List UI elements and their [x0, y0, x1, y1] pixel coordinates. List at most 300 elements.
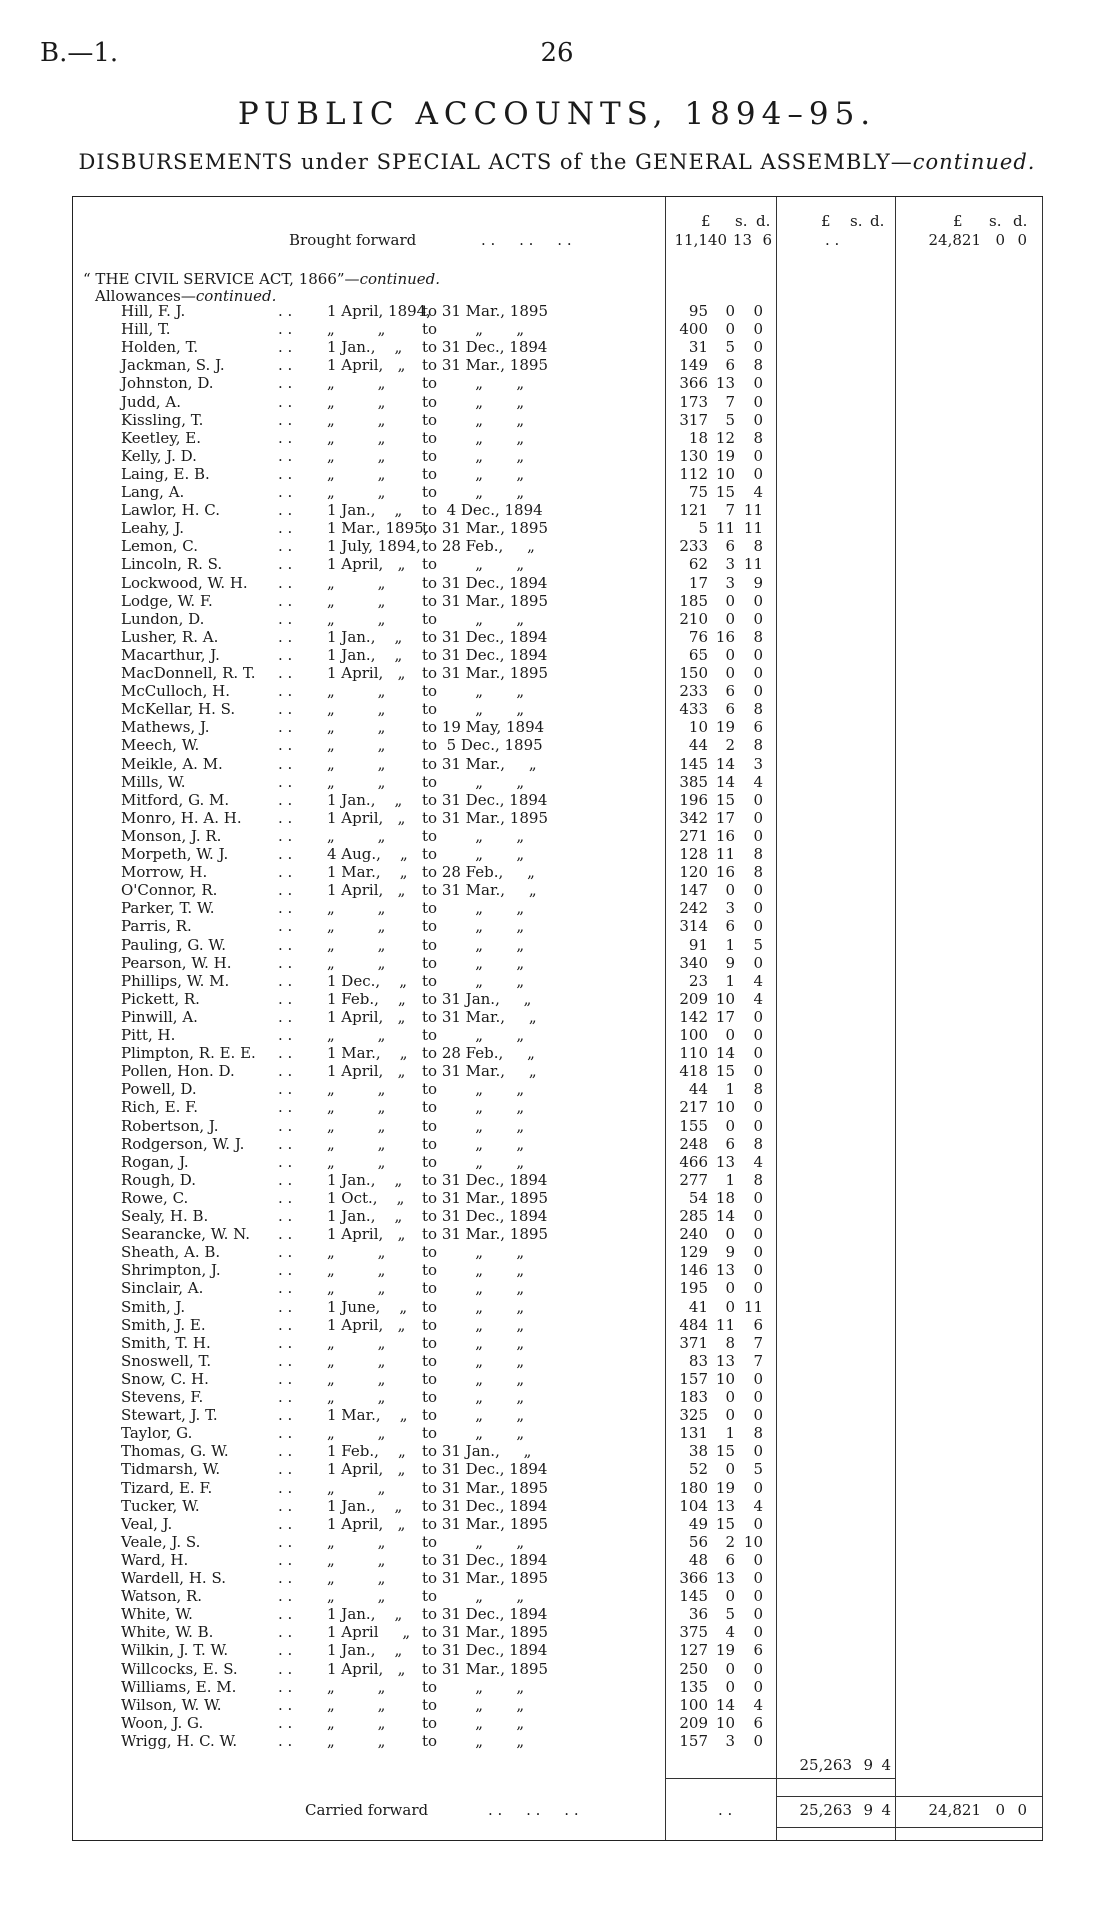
row-leader-dots: . .	[278, 899, 293, 917]
row-name: Morpeth, W. J.	[121, 845, 229, 863]
col3-shillings-header: s.	[989, 212, 1002, 230]
row-leader-dots: . .	[278, 1117, 293, 1135]
carried-forward-col2-pence: 4	[881, 1801, 891, 1819]
row-from-date: „ „	[327, 1026, 386, 1044]
row-pence: 0	[753, 682, 763, 700]
row-name: Williams, E. M.	[121, 1678, 237, 1696]
row-leader-dots: . .	[278, 954, 293, 972]
row-name: Monro, H. A. H.	[121, 809, 242, 827]
row-shillings: 6	[725, 356, 735, 374]
row-to-date: to 31 Mar., 1895	[422, 664, 548, 682]
row-to-date: to 31 Dec., 1894	[422, 1641, 548, 1659]
row-shillings: 0	[725, 881, 735, 899]
carried-forward-col2-shillings: 9	[863, 1801, 873, 1819]
row-to-date: to „ „	[422, 1135, 525, 1153]
row-shillings: 12	[715, 429, 735, 447]
row-shillings: 0	[725, 1406, 735, 1424]
row-name: Pitt, H.	[121, 1026, 176, 1044]
row-pence: 0	[753, 411, 763, 429]
row-shillings: 14	[715, 755, 735, 773]
row-shillings: 0	[725, 302, 735, 320]
col3-pound-header: £	[953, 212, 963, 230]
row-pence: 6	[753, 1316, 763, 1334]
row-shillings: 9	[725, 954, 735, 972]
rule-carried-top	[776, 1796, 1042, 1797]
row-shillings: 4	[725, 1623, 735, 1641]
row-pence: 0	[753, 1406, 763, 1424]
row-name: White, W. B.	[121, 1623, 214, 1641]
row-leader-dots: . .	[278, 1442, 293, 1460]
row-pounds: 65	[688, 646, 708, 664]
row-name: Lemon, C.	[121, 537, 198, 555]
row-name: Thomas, G. W.	[121, 1442, 229, 1460]
row-name: Sheath, A. B.	[121, 1243, 221, 1261]
row-pounds: 17	[688, 574, 708, 592]
row-leader-dots: . .	[278, 555, 293, 573]
row-pounds: 142	[679, 1008, 708, 1026]
row-pounds: 130	[679, 447, 708, 465]
row-pounds: 209	[679, 1714, 708, 1732]
row-pence: 0	[753, 393, 763, 411]
rule-subtotal	[665, 1778, 895, 1779]
row-pence: 0	[753, 954, 763, 972]
row-shillings: 19	[715, 447, 735, 465]
row-pounds: 209	[679, 990, 708, 1008]
section-subtitle-continued: continued.	[195, 287, 277, 305]
row-pence: 6	[753, 1714, 763, 1732]
row-leader-dots: . .	[278, 1479, 293, 1497]
row-shillings: 18	[715, 1189, 735, 1207]
row-pence: 0	[753, 1098, 763, 1116]
row-pounds: 155	[679, 1117, 708, 1135]
row-pence: 8	[753, 700, 763, 718]
row-name: Laing, E. B.	[121, 465, 210, 483]
row-to-date: to 31 Dec., 1894	[422, 1551, 548, 1569]
row-name: Keetley, E.	[121, 429, 201, 447]
row-pence: 0	[753, 1551, 763, 1569]
row-from-date: „ „	[327, 1714, 386, 1732]
subtitle-continued: continued.	[912, 150, 1036, 174]
row-to-date: to 5 Dec., 1895	[422, 736, 543, 754]
row-to-date: to 31 Dec., 1894	[422, 1171, 548, 1189]
row-name: Taylor, G.	[121, 1424, 193, 1442]
row-name: Stevens, F.	[121, 1388, 204, 1406]
row-to-date: to „ „	[422, 827, 525, 845]
row-leader-dots: . .	[278, 1334, 293, 1352]
row-from-date: 1 April, „	[327, 1660, 406, 1678]
row-pence: 0	[753, 1678, 763, 1696]
row-pounds: 129	[679, 1243, 708, 1261]
row-name: Veal, J.	[121, 1515, 173, 1533]
row-name: Robertson, J.	[121, 1117, 219, 1135]
row-pounds: 271	[679, 827, 708, 845]
row-to-date: to „ „	[422, 1026, 525, 1044]
row-shillings: 14	[715, 773, 735, 791]
row-from-date: „ „	[327, 917, 386, 935]
row-from-date: 1 April, „	[327, 1062, 406, 1080]
row-pounds: 121	[679, 501, 708, 519]
row-shillings: 7	[725, 501, 735, 519]
row-leader-dots: . .	[278, 501, 293, 519]
row-name: Wilson, W. W.	[121, 1696, 222, 1714]
row-leader-dots: . .	[278, 936, 293, 954]
row-pounds: 277	[679, 1171, 708, 1189]
row-to-date: to „ „	[422, 1261, 525, 1279]
row-leader-dots: . .	[278, 1424, 293, 1442]
section-title	[83, 271, 440, 288]
row-to-date: to „ „	[422, 954, 525, 972]
row-pence: 0	[753, 1442, 763, 1460]
row-leader-dots: . .	[278, 1623, 293, 1641]
row-name: Rogan, J.	[121, 1153, 189, 1171]
row-pounds: 217	[679, 1098, 708, 1116]
row-name: Parris, R.	[121, 917, 192, 935]
row-pence: 8	[753, 1135, 763, 1153]
section-subtitle-text: Allowances—	[95, 287, 196, 305]
row-from-date: „ „	[327, 1153, 386, 1171]
row-pounds: 317	[679, 411, 708, 429]
row-shillings: 0	[725, 664, 735, 682]
row-name: Tidmarsh, W.	[121, 1460, 221, 1478]
row-pence: 0	[753, 302, 763, 320]
row-leader-dots: . .	[278, 1714, 293, 1732]
row-pence: 0	[753, 1261, 763, 1279]
row-shillings: 0	[725, 1117, 735, 1135]
row-leader-dots: . .	[278, 302, 293, 320]
row-leader-dots: . .	[278, 1551, 293, 1569]
row-pounds: 418	[679, 1062, 708, 1080]
row-from-date: 1 Jan., „	[327, 646, 403, 664]
row-name: McCulloch, H.	[121, 682, 230, 700]
row-from-date: „ „	[327, 574, 386, 592]
row-leader-dots: . .	[278, 917, 293, 935]
row-name: Wrigg, H. C. W.	[121, 1732, 238, 1750]
col3-pence-header: d.	[1013, 212, 1028, 230]
page-number: 26	[540, 38, 574, 68]
row-to-date: to 28 Feb., „	[422, 537, 535, 555]
brought-forward-col2-dots: . .	[825, 231, 840, 249]
row-name: Meikle, A. M.	[121, 755, 223, 773]
row-pounds: 240	[679, 1225, 708, 1243]
row-to-date: to 31 Dec., 1894	[422, 1605, 548, 1623]
row-to-date: to 31 Mar., 1895	[422, 1479, 548, 1497]
row-to-date: to 31 Dec., 1894	[422, 791, 548, 809]
row-shillings: 13	[715, 1497, 735, 1515]
row-leader-dots: . .	[278, 1098, 293, 1116]
row-from-date: „ „	[327, 899, 386, 917]
row-leader-dots: . .	[278, 1225, 293, 1243]
row-shillings: 15	[715, 791, 735, 809]
row-shillings: 2	[725, 1533, 735, 1551]
row-from-date: „ „	[327, 592, 386, 610]
row-shillings: 15	[715, 1442, 735, 1460]
row-leader-dots: . .	[278, 1388, 293, 1406]
row-to-date: to „ „	[422, 1334, 525, 1352]
row-name: Lusher, R. A.	[121, 628, 219, 646]
row-from-date: 1 Jan., „	[327, 1171, 403, 1189]
row-shillings: 1	[725, 1171, 735, 1189]
row-from-date: „ „	[327, 1569, 386, 1587]
row-shillings: 13	[715, 1261, 735, 1279]
row-pounds: 484	[679, 1316, 708, 1334]
page-subtitle	[0, 150, 1114, 174]
row-pence: 0	[753, 1587, 763, 1605]
row-pence: 0	[753, 917, 763, 935]
row-to-date: to 31 Dec., 1894	[422, 1207, 548, 1225]
row-from-date: 1 Feb., „	[327, 990, 406, 1008]
row-to-date: to „ „	[422, 411, 525, 429]
row-shillings: 11	[715, 845, 735, 863]
row-leader-dots: . .	[278, 664, 293, 682]
row-from-date: 1 Jan., „	[327, 1605, 403, 1623]
col2-pence-header: d.	[870, 212, 885, 230]
row-pence: 0	[753, 881, 763, 899]
row-leader-dots: . .	[278, 483, 293, 501]
row-from-date: 1 Jan., „	[327, 338, 403, 356]
row-pence: 0	[753, 809, 763, 827]
row-shillings: 6	[725, 537, 735, 555]
row-pounds: 110	[679, 1044, 708, 1062]
row-to-date: to 31 Mar., 1895	[422, 519, 548, 537]
row-leader-dots: . .	[278, 1243, 293, 1261]
row-name: Mills, W.	[121, 773, 186, 791]
row-pounds: 149	[679, 356, 708, 374]
row-pounds: 49	[688, 1515, 708, 1533]
row-to-date: to „ „	[422, 1352, 525, 1370]
row-shillings: 14	[715, 1207, 735, 1225]
brought-forward-col1-pence: 6	[762, 231, 772, 249]
row-pounds: 146	[679, 1261, 708, 1279]
row-leader-dots: . .	[278, 755, 293, 773]
row-to-date: to „ „	[422, 1153, 525, 1171]
row-pounds: 48	[688, 1551, 708, 1569]
row-to-date: to 31 Mar., 1895	[422, 1623, 548, 1641]
row-pounds: 127	[679, 1641, 708, 1659]
row-from-date: „ „	[327, 411, 386, 429]
row-shillings: 6	[725, 1551, 735, 1569]
row-name: Kelly, J. D.	[121, 447, 197, 465]
row-to-date: to „ „	[422, 555, 525, 573]
row-leader-dots: . .	[278, 972, 293, 990]
row-shillings: 16	[715, 827, 735, 845]
row-name: Pearson, W. H.	[121, 954, 232, 972]
row-name: Rodgerson, W. J.	[121, 1135, 245, 1153]
row-pence: 0	[753, 899, 763, 917]
row-pounds: 233	[679, 537, 708, 555]
row-shillings: 6	[725, 682, 735, 700]
col2-pound-header: £	[821, 212, 831, 230]
row-name: Willcocks, E. S.	[121, 1660, 238, 1678]
row-to-date: to 31 Mar., „	[422, 1062, 537, 1080]
row-name: Veale, J. S.	[121, 1533, 201, 1551]
row-from-date: 1 Jan., „	[327, 1497, 403, 1515]
row-leader-dots: . .	[278, 827, 293, 845]
row-name: Leahy, J.	[121, 519, 185, 537]
row-name: Morrow, H.	[121, 863, 208, 881]
row-shillings: 11	[715, 519, 735, 537]
row-from-date: „ „	[327, 610, 386, 628]
row-pounds: 285	[679, 1207, 708, 1225]
row-shillings: 0	[725, 1298, 735, 1316]
row-from-date: „ „	[327, 447, 386, 465]
row-name: Macarthur, J.	[121, 646, 220, 664]
row-shillings: 16	[715, 863, 735, 881]
row-leader-dots: . .	[278, 863, 293, 881]
subtitle-main: DISBURSEMENTS under SPECIAL ACTS of the GENERAL ASSEMBLY—	[78, 150, 913, 174]
carried-forward-col1-dots: . .	[718, 1801, 733, 1819]
row-shillings: 0	[725, 1460, 735, 1478]
row-from-date: „ „	[327, 1696, 386, 1714]
row-name: Hill, T.	[121, 320, 171, 338]
brought-forward-label: Brought forward	[289, 231, 417, 249]
row-pounds: 31	[688, 338, 708, 356]
row-pounds: 83	[688, 1352, 708, 1370]
row-shillings: 0	[725, 1026, 735, 1044]
row-pence: 4	[753, 773, 763, 791]
row-to-date: to 31 Mar., „	[422, 881, 537, 899]
row-pence: 0	[753, 447, 763, 465]
row-leader-dots: . .	[278, 809, 293, 827]
row-leader-dots: . .	[278, 1533, 293, 1551]
row-name: Stewart, J. T.	[121, 1406, 218, 1424]
row-leader-dots: . .	[278, 1171, 293, 1189]
row-pence: 8	[753, 845, 763, 863]
row-name: Johnston, D.	[121, 374, 214, 392]
row-name: Searancke, W. N.	[121, 1225, 251, 1243]
row-to-date: to „ „	[422, 429, 525, 447]
row-to-date: to „ „	[422, 1587, 525, 1605]
row-to-date: to 31 Mar., „	[422, 1008, 537, 1026]
row-pence: 0	[753, 1660, 763, 1678]
row-name: Snow, C. H.	[121, 1370, 209, 1388]
row-name: Lockwood, W. H.	[121, 574, 248, 592]
row-leader-dots: . .	[278, 1515, 293, 1533]
row-pence: 0	[753, 374, 763, 392]
row-leader-dots: . .	[278, 646, 293, 664]
row-to-date: to 31 Mar., 1895	[422, 1569, 548, 1587]
row-pence: 10	[743, 1533, 763, 1551]
row-pence: 4	[753, 1153, 763, 1171]
carried-forward-dots: . . . . . .	[488, 1801, 579, 1819]
row-from-date: 1 Mar., „	[327, 1406, 408, 1424]
row-leader-dots: . .	[278, 1153, 293, 1171]
col2-shillings-header: s.	[850, 212, 863, 230]
row-shillings: 7	[725, 393, 735, 411]
row-pounds: 135	[679, 1678, 708, 1696]
brought-forward-col3-shillings: 0	[995, 231, 1005, 249]
row-name: Kissling, T.	[121, 411, 204, 429]
row-shillings: 17	[715, 809, 735, 827]
row-pence: 0	[753, 1569, 763, 1587]
row-name: Mathews, J.	[121, 718, 210, 736]
section-total-shillings: 9	[863, 1756, 873, 1774]
row-leader-dots: . .	[278, 682, 293, 700]
row-name: Pauling, G. W.	[121, 936, 226, 954]
row-shillings: 0	[725, 610, 735, 628]
row-to-date: to 31 Dec., 1894	[422, 338, 548, 356]
row-from-date: 1 Feb., „	[327, 1442, 406, 1460]
row-name: Tizard, E. F.	[121, 1479, 213, 1497]
row-from-date: „ „	[327, 1080, 386, 1098]
brought-forward-col1-pounds: 11,140	[674, 231, 727, 249]
row-leader-dots: . .	[278, 1135, 293, 1153]
row-leader-dots: . .	[278, 845, 293, 863]
row-leader-dots: . .	[278, 628, 293, 646]
row-from-date: 1 Jan., „	[327, 501, 403, 519]
row-name: Rough, D.	[121, 1171, 197, 1189]
row-pounds: 233	[679, 682, 708, 700]
row-to-date: to „ „	[422, 1279, 525, 1297]
row-name: White, W.	[121, 1605, 193, 1623]
row-shillings: 0	[725, 646, 735, 664]
row-pence: 0	[753, 1623, 763, 1641]
row-from-date: „ „	[327, 954, 386, 972]
row-name: Pollen, Hon. D.	[121, 1062, 235, 1080]
row-shillings: 17	[715, 1008, 735, 1026]
row-to-date: to „ „	[422, 1714, 525, 1732]
row-shillings: 3	[725, 555, 735, 573]
row-from-date: 1 April, „	[327, 1008, 406, 1026]
row-pence: 0	[753, 664, 763, 682]
row-to-date: to 28 Feb., „	[422, 863, 535, 881]
row-pounds: 44	[688, 1080, 708, 1098]
row-name: Woon, J. G.	[121, 1714, 204, 1732]
row-shillings: 0	[725, 1388, 735, 1406]
row-pence: 0	[753, 1044, 763, 1062]
row-leader-dots: . .	[278, 1207, 293, 1225]
row-name: Smith, T. H.	[121, 1334, 211, 1352]
row-to-date: to „ „	[422, 1316, 525, 1334]
row-to-date: to 31 Dec., 1894	[422, 1460, 548, 1478]
row-from-date: 1 April, „	[327, 1515, 406, 1533]
row-pounds: 242	[679, 899, 708, 917]
row-shillings: 15	[715, 1062, 735, 1080]
row-from-date: „ „	[327, 483, 386, 501]
row-pounds: 23	[688, 972, 708, 990]
row-to-date: to 31 Mar., „	[422, 755, 537, 773]
row-pounds: 145	[679, 1587, 708, 1605]
row-pence: 5	[753, 936, 763, 954]
row-pence: 0	[753, 320, 763, 338]
row-to-date: to „ „	[422, 1370, 525, 1388]
row-pounds: 340	[679, 954, 708, 972]
row-leader-dots: . .	[278, 1696, 293, 1714]
row-leader-dots: . .	[278, 1370, 293, 1388]
row-pounds: 433	[679, 700, 708, 718]
row-shillings: 10	[715, 1370, 735, 1388]
row-pence: 8	[753, 736, 763, 754]
row-shillings: 15	[715, 483, 735, 501]
row-to-date: to „ „	[422, 1117, 525, 1135]
row-shillings: 6	[725, 917, 735, 935]
row-pounds: 185	[679, 592, 708, 610]
row-pence: 7	[753, 1352, 763, 1370]
row-shillings: 5	[725, 1605, 735, 1623]
row-pounds: 75	[688, 483, 708, 501]
row-to-date: to „ „	[422, 936, 525, 954]
row-to-date: to 31 Dec., 1894	[422, 574, 548, 592]
row-from-date: „ „	[327, 374, 386, 392]
row-shillings: 9	[725, 1243, 735, 1261]
row-leader-dots: . .	[278, 320, 293, 338]
row-shillings: 14	[715, 1044, 735, 1062]
row-from-date: „ „	[327, 1533, 386, 1551]
row-leader-dots: . .	[278, 537, 293, 555]
row-to-date: to 31 Mar., 1895	[422, 809, 548, 827]
row-to-date: to 31 Mar., 1895	[422, 1515, 548, 1533]
row-leader-dots: . .	[278, 881, 293, 899]
row-shillings: 13	[715, 1569, 735, 1587]
